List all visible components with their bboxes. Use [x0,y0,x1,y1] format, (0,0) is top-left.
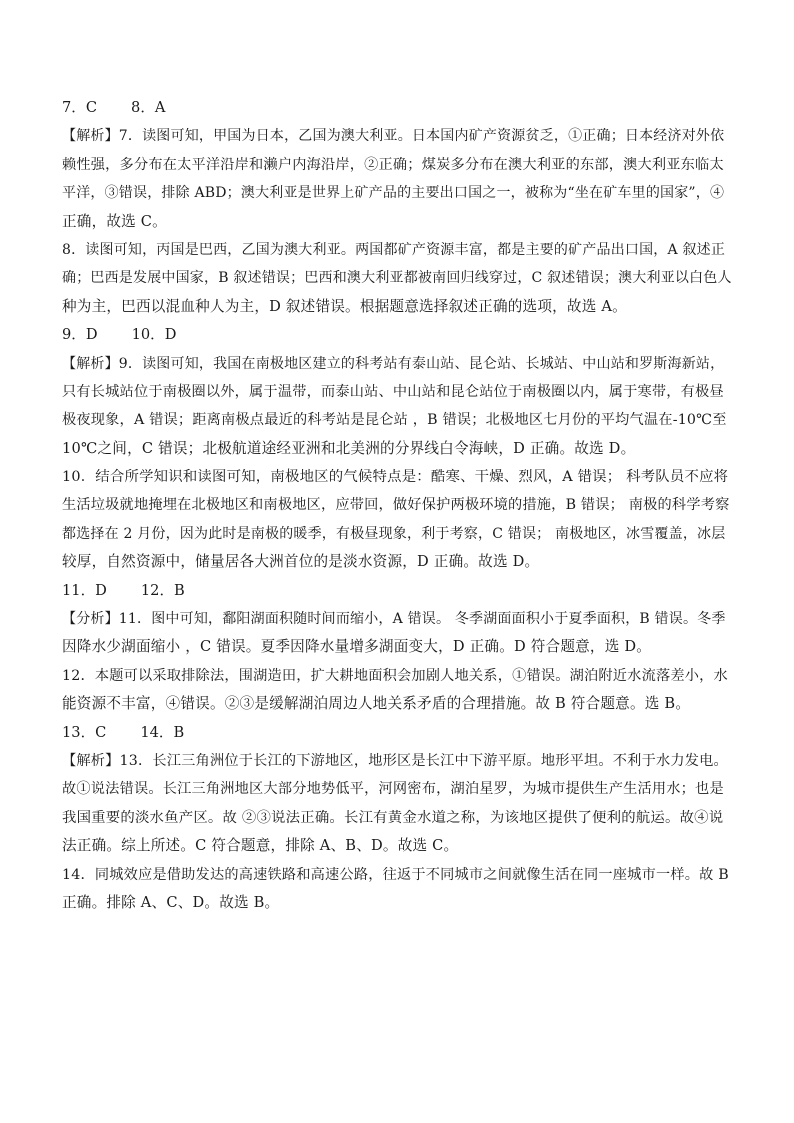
answer-line-7-8 [62,94,732,122]
answer-line-11-12 [62,577,732,605]
answer-12: 12．B [140,581,185,599]
text-line: 赖性强，多分布在太平洋沿岸和濑户内海沿岸，②正确；煤炭多分布在澳大利亚的东部，澳大利亚东临太 [62,156,724,173]
answer-13: 13．C [62,723,107,741]
text-line: 【解析】13．长江三角洲位于长江的下游地区，地形区是长江中下游平原。地形平坦。不利于水力发电。 [62,752,728,769]
text-line: 种为主，巴西以混血种人为主，D 叙述错误。根据题意选择叙述正确的选项，故选 A。 [62,297,627,315]
text-line: 8．读图可知，丙国是巴西，乙国为澳大利亚。两国都矿产资源丰富，都是主要的矿产品出口国，A 叙述正 [62,241,726,258]
answer-11: 11．D [62,581,107,599]
answer-7: 7．C [62,99,98,116]
text-line: 极夜现象，A 错误；距离南极点最近的科考站是昆仑站 ，B 错误；北极地区七月份的平均气温在-10℃至 [62,412,727,429]
text-line: 都选择在 2 月份，因为此时是南极的暖季，有极昼现象，利于考察，C 错误； 南极地区，冰雪覆盖，冰层 [62,525,726,542]
text-line: 平洋，③错误，排除 ABD；澳大利亚是世界上矿产品的主要出口国之一，被称为“坐在矿车里的国家”，④ [62,185,725,202]
text-line: 生活垃圾就地掩埋在北极地区和南极地区，应带回，做好保护两极环境的措施，B 错误； 南极的科学考察 [62,497,730,514]
text-line: 因降水少湖面缩小 ，C 错误。夏季因降水量增多湖面变大，D 正确。D 符合题意，选 D。 [62,638,652,656]
answer-line-13-14 [62,719,732,747]
text-line: 10．结合所学知识和读图可知，南极地区的气候特点是：酷寒、干燥、烈风，A 错误； 科考队员不应将 [62,469,729,486]
text-line: 10℃之间，C 错误；北极航道途经亚洲和北美洲的分界线白令海峡，D 正确。故选 D。 [62,439,636,457]
text-line: 14．同城效应是借助发达的高速铁路和高速公路，往返于不同城市之间就像生活在同一座城市一样。故 B [62,866,729,883]
text-line: 故①说法错误。长江三角洲地区大部分地势低平，河网密布，湖泊星罗，为城市提供生产生活用水；也是 [62,781,724,798]
text-line: 正确。排除 A、C、D。故选 B。 [62,893,280,911]
text-line: 【解析】7．读图可知，甲国为日本，乙国为澳大利亚。日本国内矿产资源贫乏，①正确；日本经济对外依 [62,128,725,145]
text-line: 12．本题可以采取排除法，围湖造田，扩大耕地面积会加剧人地关系，①错误。湖泊附近水流落差小，水 [62,667,728,684]
text-line: 法正确。综上所述。C 符合题意，排除 A、B、D。故选 C。 [62,837,459,855]
answer-8: 8．A [131,99,166,116]
text-line: 【解析】9．读图可知，我国在南极地区建立的科考站有泰山站、昆仑站、长城站、中山站和罗斯海新站， [62,355,725,372]
answer-9: 9．D [62,326,98,344]
text-line: 我国重要的淡水鱼产区。故 ②③说法正确。长江有黄金水道之称，为该地区提供了便利的航运。故④说 [62,809,724,826]
document-page [62,94,732,917]
answer-14: 14．B [140,723,185,741]
answer-line-9-10 [62,321,732,349]
text-line: 较厚，自然资源中，储量居各大洲首位的是淡水资源，D 正确。故选 D。 [62,553,540,571]
text-line: 只有长城站位于南极圈以外，属于温带，而泰山站、中山站和昆仑站位于南极圈以内，属于寒带，有极昼 [62,383,724,400]
text-line: 能资源不丰富，④错误。②③是缓解湖泊周边人地关系矛盾的合理措施。故 B 符合题意。选 B。 [62,695,691,713]
text-line: 【分析】11．图中可知，鄱阳湖面积随时间而缩小，A 错误。 冬季湖面面积小于夏季面积，B 错误。冬季 [62,611,726,628]
text-line: 正确，故选 C。 [62,212,167,230]
answer-10: 10．D [131,326,177,344]
text-line: 确；巴西是发展中国家，B 叙述错误；巴西和澳大利亚都被南回归线穿过，C 叙述错误；澳大利亚以白色人 [62,270,732,287]
